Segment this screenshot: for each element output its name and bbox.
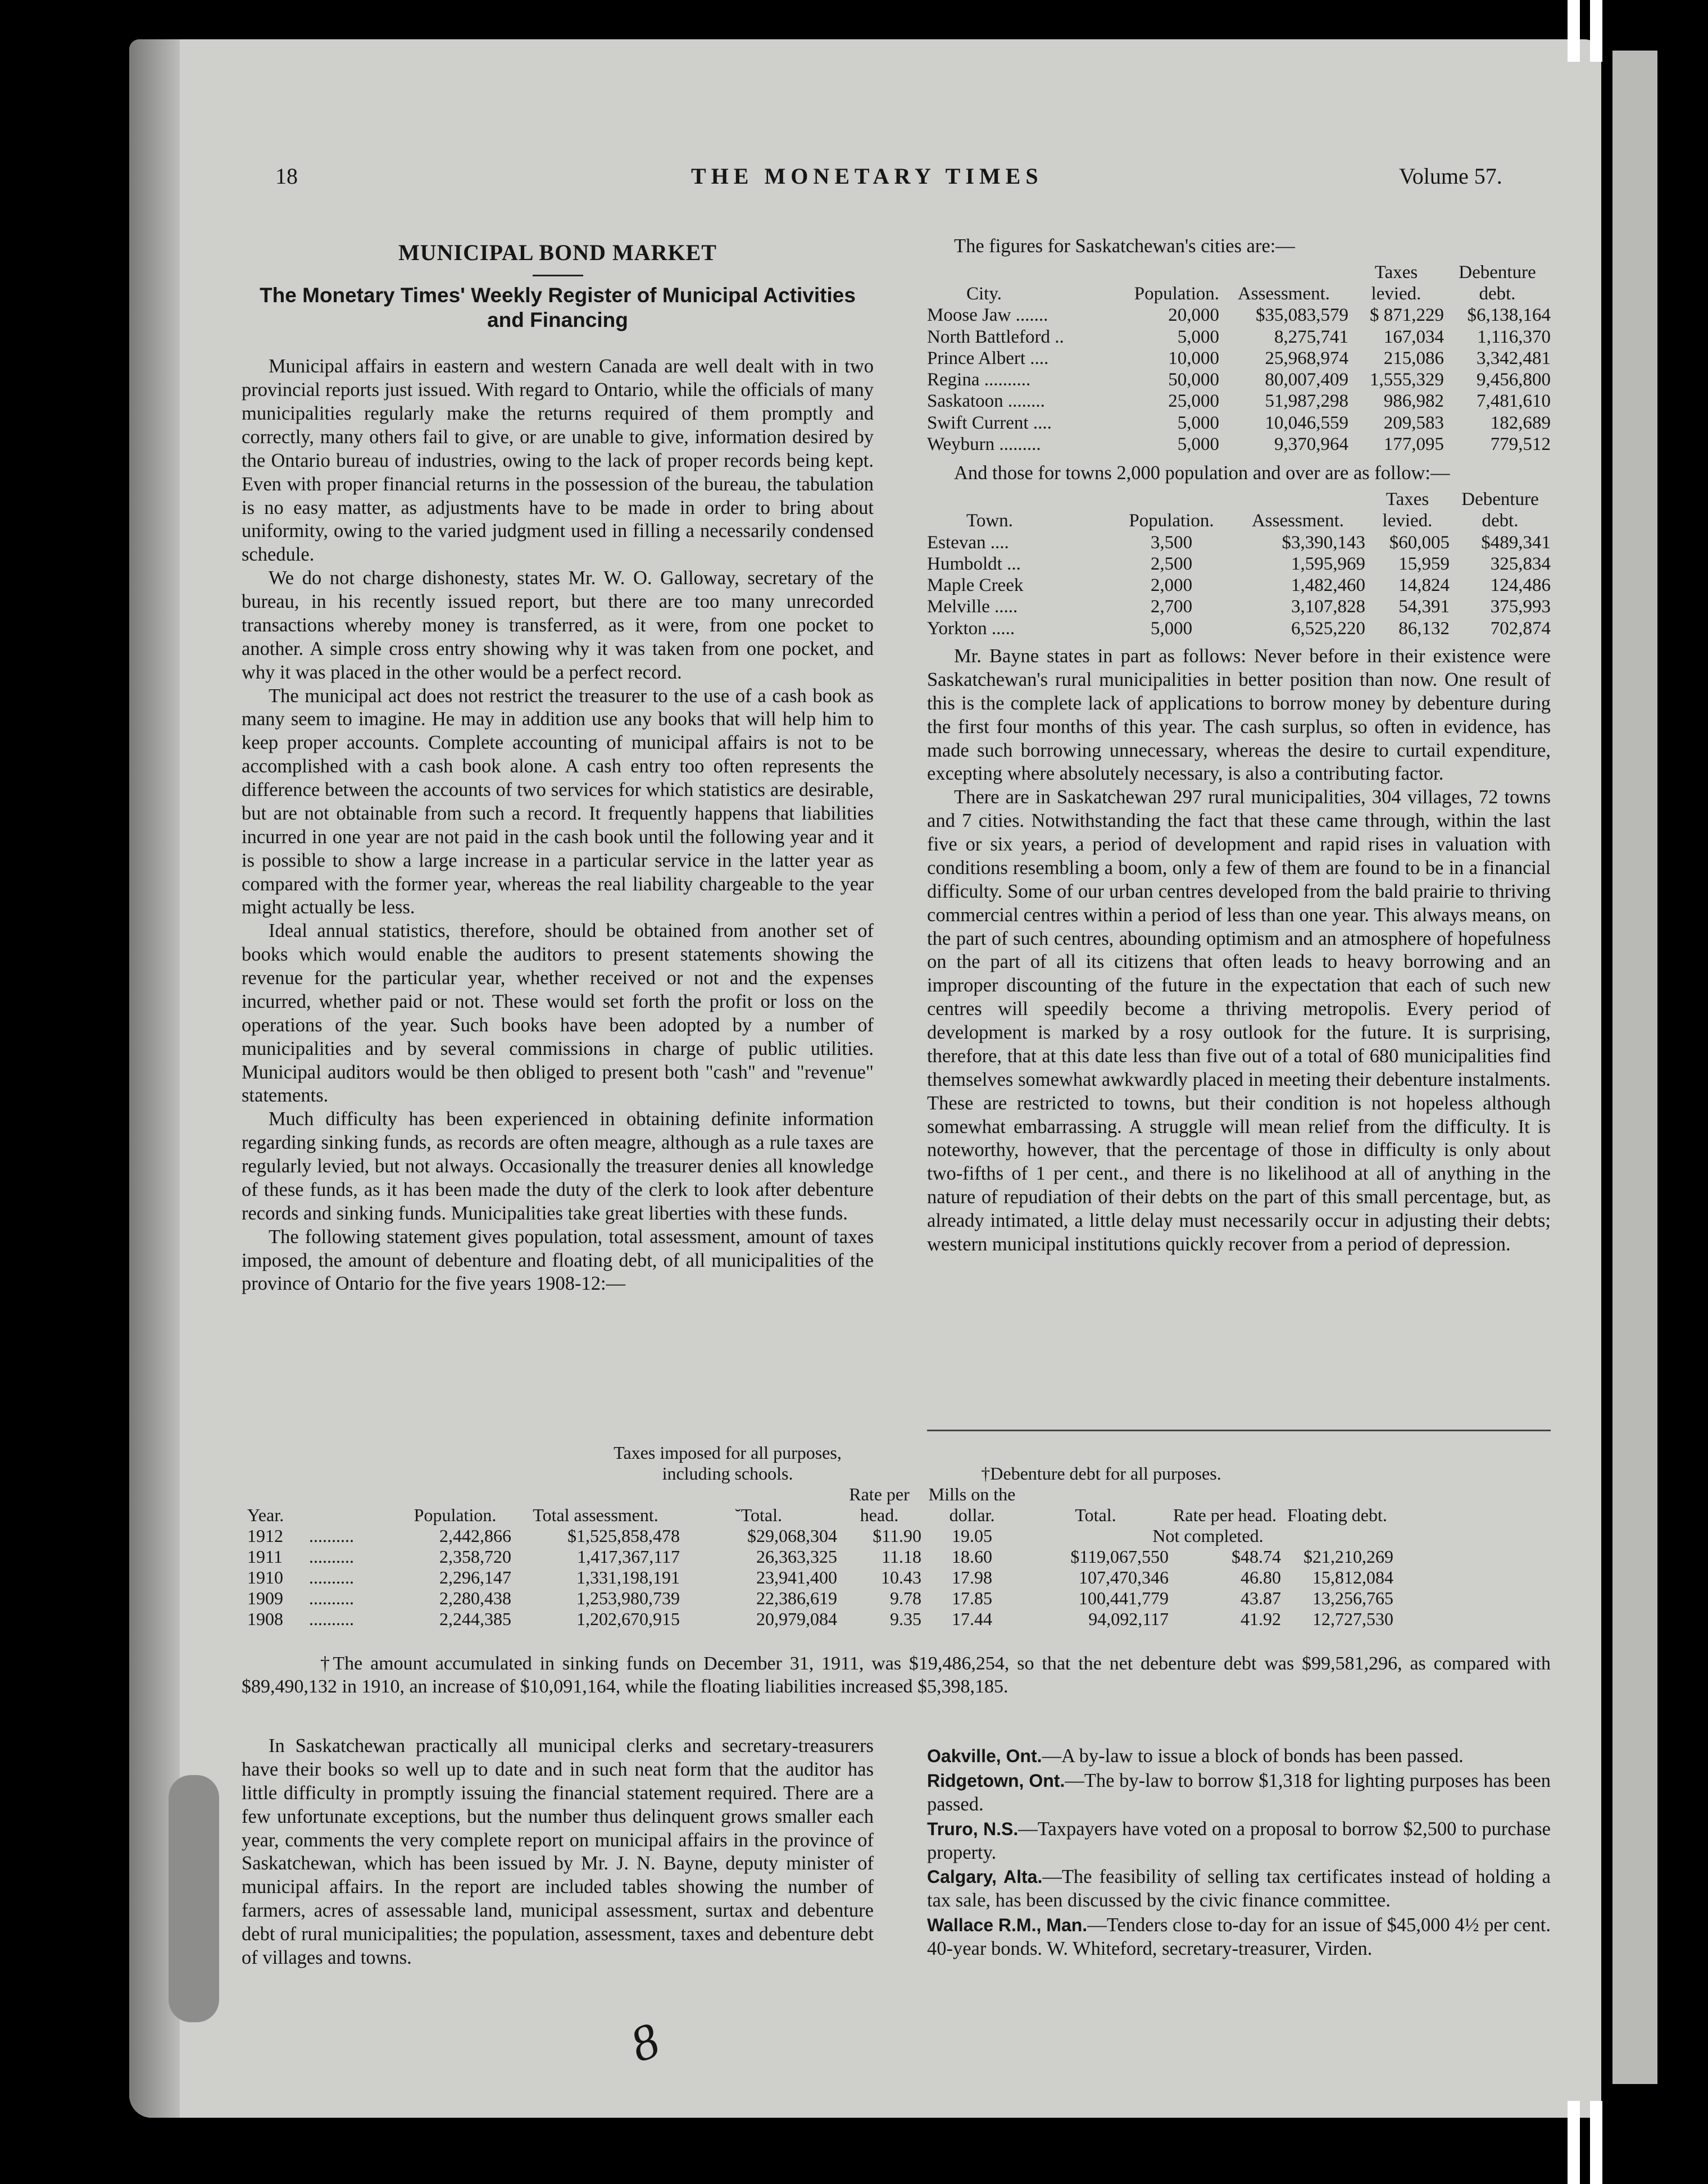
town-taxes: 15,959 bbox=[1398, 553, 1450, 574]
col-header: City. bbox=[966, 284, 1002, 304]
town-population: 3,500 bbox=[1150, 532, 1193, 553]
town-debenture: 325,834 bbox=[1490, 553, 1551, 574]
film-mark bbox=[1590, 2101, 1602, 2184]
paragraph: Much difficulty has been experienced in obtaining definite information regarding sinking funds, as records are often meagre, although as a rule taxes are regularly levied, but not always. Occasionally the treasurer denies all knowledge of these funds, as it has been made the duty of the clerk to look after debenture records and sinking funds. Municipalities take great liberties with these funds. bbox=[242, 1108, 874, 1224]
group-header: †Debenture debt for all purposes. bbox=[981, 1463, 1221, 1484]
notice-text: —The feasibility of selling tax certificates instead of holding a tax sale, has been discussed by the civic finance committee. bbox=[927, 1866, 1551, 1912]
city-assessment: $35,083,579 bbox=[1256, 305, 1348, 326]
row-tax-rate: 9.78 bbox=[890, 1588, 921, 1609]
town-debenture: 124,486 bbox=[1490, 575, 1551, 596]
section-subtitle: The Monetary Times' Weekly Register of Municipal Activities and Financing bbox=[260, 283, 856, 331]
row-mills: 19.05 bbox=[952, 1525, 992, 1546]
group-header: Taxes imposed for all purposes, including schools. bbox=[614, 1443, 842, 1484]
row-leader: .......... bbox=[309, 1546, 354, 1567]
row-assessment: $1,525,858,478 bbox=[567, 1525, 680, 1546]
table-row bbox=[927, 596, 1551, 617]
row-debt-total: 94,092,117 bbox=[1088, 1609, 1169, 1630]
city-name: Saskatoon ........ bbox=[927, 391, 1045, 412]
city-population: 5,000 bbox=[1177, 434, 1219, 454]
city-population: 25,000 bbox=[1168, 391, 1219, 412]
column-rule bbox=[927, 1430, 1551, 1431]
row-tax-rate: 9.35 bbox=[890, 1609, 921, 1630]
col-header: Assessment. bbox=[1237, 284, 1330, 304]
row-floating: 13,256,765 bbox=[1312, 1588, 1393, 1609]
city-assessment: 10,046,559 bbox=[1265, 412, 1348, 433]
notice-place: Truro, N.S. bbox=[927, 1818, 1019, 1839]
table-row bbox=[247, 1546, 1551, 1567]
film-mark bbox=[1568, 0, 1580, 62]
notice-item bbox=[927, 1866, 1551, 1913]
row-year: 1912 bbox=[247, 1525, 283, 1546]
right-column bbox=[927, 235, 1551, 1257]
city-taxes: 1,555,329 bbox=[1370, 370, 1444, 390]
row-mills: 17.98 bbox=[952, 1567, 992, 1588]
title-rule bbox=[533, 275, 583, 276]
film-mark bbox=[1590, 0, 1602, 62]
table-row bbox=[247, 1588, 1551, 1609]
table-row bbox=[927, 304, 1551, 326]
row-debt-rate: 43.87 bbox=[1241, 1588, 1281, 1609]
city-name: Weyburn ......... bbox=[927, 434, 1041, 454]
row-debt-total: 100,441,779 bbox=[1079, 1588, 1169, 1609]
notice-item bbox=[927, 1914, 1551, 1961]
film-mark bbox=[1568, 2101, 1580, 2184]
city-assessment: 80,007,409 bbox=[1265, 370, 1348, 390]
notice-item bbox=[927, 1769, 1551, 1817]
row-population: 2,358,720 bbox=[439, 1546, 511, 1567]
col-header: Mills on the dollar. bbox=[928, 1484, 1016, 1525]
row-assessment: 1,253,980,739 bbox=[576, 1588, 680, 1609]
notice-place: Calgary, Alta. bbox=[927, 1867, 1043, 1887]
town-assessment: 6,525,220 bbox=[1291, 618, 1365, 639]
row-tax-rate: 10.43 bbox=[881, 1567, 921, 1588]
row-year: 1911 bbox=[247, 1546, 283, 1567]
city-name: Regina .......... bbox=[927, 370, 1031, 390]
town-name: Yorkton ..... bbox=[927, 618, 1015, 639]
paragraph: The following statement gives population, total assessment, amount of taxes imposed, the amount of debenture and floating debt, of all municipalities of the province of Ontario for the five years 1908-12:— bbox=[242, 1226, 874, 1295]
next-page-edge bbox=[1612, 51, 1657, 2084]
row-leader: .......... bbox=[309, 1588, 354, 1609]
notice-item bbox=[927, 1745, 1551, 1768]
col-header: Debenture debt. bbox=[1459, 262, 1536, 304]
bottom-left-column bbox=[242, 1735, 874, 1970]
row-not-completed: Not completed. bbox=[1152, 1525, 1264, 1546]
city-assessment: 51,987,298 bbox=[1265, 391, 1348, 412]
table-row bbox=[927, 553, 1551, 575]
row-year: 1908 bbox=[247, 1609, 283, 1630]
notice-place: Ridgetown, Ont. bbox=[927, 1770, 1065, 1791]
row-tax-total: $29,068,304 bbox=[747, 1525, 837, 1546]
table-header-row bbox=[927, 262, 1551, 305]
row-assessment: 1,331,198,191 bbox=[576, 1567, 680, 1588]
town-population: 2,700 bbox=[1150, 597, 1193, 617]
row-floating: 12,727,530 bbox=[1312, 1609, 1393, 1630]
ontario-table bbox=[247, 1443, 1551, 1630]
city-population: 50,000 bbox=[1168, 370, 1219, 390]
table-footnote: †The amount accumulated in sinking funds on December 31, 1911, was $19,486,254, so that the net debenture debt was $99,581,296, as compared with $89,490,132 in 1910, an increase of $10,091,164, while the floating liabilities increased $5,398,185. bbox=[242, 1653, 1551, 1697]
city-population: 20,000 bbox=[1168, 305, 1219, 326]
town-assessment: 1,482,460 bbox=[1291, 575, 1365, 596]
city-taxes: 986,982 bbox=[1383, 391, 1444, 412]
row-floating: $21,210,269 bbox=[1303, 1546, 1393, 1567]
notice-place: Oakville, Ont. bbox=[927, 1746, 1042, 1766]
table-row bbox=[927, 348, 1551, 369]
row-population: 2,244,385 bbox=[439, 1609, 511, 1630]
col-header: Debenture debt. bbox=[1461, 489, 1539, 531]
section-title: MUNICIPAL BOND MARKET bbox=[398, 240, 717, 265]
row-assessment: 1,202,670,915 bbox=[576, 1609, 680, 1630]
notice-item bbox=[927, 1818, 1551, 1865]
col-header: Total assessment. bbox=[533, 1504, 658, 1525]
town-debenture: $489,341 bbox=[1481, 532, 1551, 553]
row-leader: .......... bbox=[309, 1609, 354, 1630]
table-row bbox=[927, 575, 1551, 596]
town-taxes: 86,132 bbox=[1398, 618, 1450, 639]
paragraph: Municipal affairs in eastern and western Canada are well dealt with in two provincial reports just issued. With regard to Ontario, while the officials of many municipalities regularly make the returns required of them promptly and correctly, many others fail to give, or are unable to give, information desired by the Ontario bureau of industries, owing to the lack of proper records being kept. Even with proper financial returns in the possession of the bureau, the tabulation is no easy matter, as adjustments have to be made in order to bring about uniformity, owing to the varied judgment used in filling a necessarily condensed schedule. bbox=[242, 356, 874, 566]
row-year: 1909 bbox=[247, 1588, 283, 1609]
town-assessment: $3,390,143 bbox=[1282, 532, 1365, 553]
city-debenture: 779,512 bbox=[1490, 434, 1551, 454]
city-population: 10,000 bbox=[1168, 348, 1219, 368]
city-assessment: 9,370,964 bbox=[1274, 434, 1348, 454]
city-name: Swift Current .... bbox=[927, 412, 1052, 433]
row-debt-total: $119,067,550 bbox=[1070, 1546, 1169, 1567]
table-row bbox=[247, 1609, 1551, 1630]
row-leader: .......... bbox=[309, 1567, 354, 1588]
city-taxes: 209,583 bbox=[1383, 412, 1444, 433]
notice-text: —The by-law to borrow $1,318 for lighting purposes has been passed. bbox=[927, 1769, 1551, 1815]
town-population: 2,000 bbox=[1150, 575, 1193, 596]
table-row bbox=[247, 1526, 1551, 1546]
cities-intro: The figures for Saskatchewan's cities are:— bbox=[954, 235, 1295, 257]
city-taxes: 167,034 bbox=[1383, 326, 1444, 347]
col-header: Taxes levied. bbox=[1371, 262, 1421, 304]
col-header: Total. bbox=[1075, 1504, 1116, 1525]
notice-text: —Tenders close to-day for an issue of $45,000 4½ per cent. 40-year bonds. W. Whiteford, secretary-treasurer, Virden. bbox=[927, 1914, 1551, 1959]
volume-label: Volume 57. bbox=[1399, 163, 1502, 189]
paragraph: Mr. Bayne states in part as follows: Never before in their existence were Saskatchewan's rural municipalities in better position than now. One result of this is the complete lack of applications to borrow money by debenture during the first four months of this year. The cash surplus, so often in evidence, has made such borrowing unnecessary, whereas the desire to curtail expenditure, excepting where absolutely necessary, is also a contributing factor. bbox=[927, 645, 1551, 785]
ontario-table-block bbox=[247, 1443, 1551, 1630]
row-tax-total: 22,386,619 bbox=[756, 1588, 837, 1609]
table-row bbox=[927, 390, 1551, 412]
town-population: 5,000 bbox=[1150, 618, 1193, 639]
table-row bbox=[927, 532, 1551, 553]
city-debenture: $6,138,164 bbox=[1467, 305, 1551, 326]
row-assessment: 1,417,367,117 bbox=[577, 1546, 680, 1567]
table-row bbox=[927, 412, 1551, 434]
town-name: Humboldt ... bbox=[927, 553, 1021, 574]
city-debenture: 1,116,370 bbox=[1477, 326, 1551, 347]
town-name: Estevan .... bbox=[927, 532, 1009, 553]
table-row bbox=[927, 326, 1551, 348]
row-floating bbox=[1393, 1526, 1551, 1546]
col-header: ˘Total. bbox=[735, 1504, 782, 1525]
paragraph: The municipal act does not restrict the treasurer to the use of a cash book as many seem to imagine. He may in addition use any books that will help him to keep proper accounts. Complete accounting of municipal affairs is not to be accomplished with a cash book alone. A cash entry too often represents the difference between the accounts of two services for which statistics are desirable, but are not obtainable from such a record. It frequently happens that liabilities incurred in one year are not paid in the cash book until the following year and it is possible to show a large increase in a particular service in the latter year as compared with the former year, whereas the real liability chargeable to the year might actually be less. bbox=[242, 685, 874, 918]
towns-intro: And those for towns 2,000 population and over are as follow:— bbox=[954, 462, 1450, 484]
bottom-right-column bbox=[927, 1745, 1551, 1962]
col-header: Rate per head. bbox=[849, 1484, 910, 1525]
town-debenture: 702,874 bbox=[1490, 618, 1551, 639]
row-population: 2,442,866 bbox=[439, 1525, 511, 1546]
town-population: 2,500 bbox=[1150, 553, 1193, 574]
city-name: Prince Albert .... bbox=[927, 348, 1049, 368]
row-mills: 18.60 bbox=[952, 1546, 992, 1567]
row-mills: 17.44 bbox=[952, 1609, 992, 1630]
row-debt-rate: 46.80 bbox=[1241, 1567, 1281, 1588]
city-debenture: 7,481,610 bbox=[1477, 391, 1551, 412]
paragraph: There are in Saskatchewan 297 rural municipalities, 304 villages, 72 towns and 7 cities. Notwithstanding the fact that these came through, within the last five or six years, a period of development and rapid rises in valuation with conditions resembling a boom, only a few of them are found to be in a financial difficulty. Some of our urban centres developed from the bald prairie to thriving commercial centres within a period of less than one year. This always means, on the part of such centres, abounding optimism and an atmosphere of hopefulness on the part of all its citizens that often leads to heavy borrowing and an improper discounting of the future in the expectation that each of such new centres will speedily become a thriving metropolis. Every period of development is marked by a rosy outlook for the future. It is surprising, therefore, that at this date less than five out of a total of 680 municipalities find themselves somewhat awkwardly placed in meeting their debenture instalments. These are restricted to towns, but their condition is not hopeless although somewhat embarrassing. A struggle will mean relief from the difficulty. It is noteworthy, however, that the percentage of those in difficulty is only about two-fifths of 1 per cent., and there is no likelihood at all of anything in the nature of repudiation of their debts on the part of this small percentage, but, as already intimated, a little delay must necessarily occur in adjusting their debts; western municipal institutions quickly recover from a period of depression. bbox=[927, 786, 1551, 1255]
table-row bbox=[247, 1567, 1551, 1588]
row-debt-rate: 41.92 bbox=[1241, 1609, 1281, 1630]
row-tax-total: 20,979,084 bbox=[756, 1609, 837, 1630]
notice-text: —A by-law to issue a block of bonds has been passed. bbox=[1042, 1745, 1464, 1767]
left-column bbox=[242, 235, 874, 1296]
table-row bbox=[927, 434, 1551, 455]
page-number: 18 bbox=[275, 163, 298, 189]
col-header: Assessment. bbox=[1251, 511, 1344, 531]
col-header: Population. bbox=[1134, 284, 1219, 304]
table-row bbox=[927, 369, 1551, 390]
city-name: Moose Jaw ....... bbox=[927, 305, 1048, 326]
city-debenture: 9,456,800 bbox=[1477, 370, 1551, 390]
city-taxes: 215,086 bbox=[1383, 348, 1444, 368]
thumb-shadow bbox=[169, 1775, 219, 2022]
town-assessment: 1,595,969 bbox=[1291, 553, 1365, 574]
city-name: North Battleford .. bbox=[927, 326, 1064, 347]
paragraph: Ideal annual statistics, therefore, should be obtained from another set of books which would enable the auditors to present statements showing the revenue for the particular year, whether received or not and the expenses incurred, whether paid or not. These would set forth the profit or loss on the operations of the year. Such books have been adopted by a number of municipalities and by several commissions in charge of public utilities. Municipal auditors would be then obliged to present both "cash" and "revenue" statements. bbox=[242, 920, 874, 1107]
col-header: Population. bbox=[414, 1504, 497, 1525]
town-name: Maple Creek bbox=[927, 575, 1024, 596]
col-header: Population. bbox=[1129, 511, 1214, 531]
col-header: Taxes levied. bbox=[1382, 489, 1433, 531]
row-debt-total: 107,470,346 bbox=[1079, 1567, 1169, 1588]
col-header: Floating debt. bbox=[1287, 1504, 1387, 1525]
row-tax-total: 26,363,325 bbox=[756, 1546, 837, 1567]
row-tax-rate: 11.18 bbox=[882, 1546, 921, 1567]
cities-table bbox=[927, 262, 1551, 455]
city-assessment: 25,968,974 bbox=[1265, 348, 1348, 368]
row-tax-total: 23,941,400 bbox=[756, 1567, 837, 1588]
row-year: 1910 bbox=[247, 1567, 283, 1588]
town-taxes: 54,391 bbox=[1398, 597, 1450, 617]
col-header: Town. bbox=[966, 511, 1013, 531]
city-assessment: 8,275,741 bbox=[1274, 326, 1348, 347]
row-floating: 15,812,084 bbox=[1312, 1567, 1393, 1588]
table-row bbox=[927, 618, 1551, 639]
city-debenture: 3,342,481 bbox=[1477, 348, 1551, 368]
town-debenture: 375,993 bbox=[1490, 597, 1551, 617]
town-name: Melville ..... bbox=[927, 597, 1018, 617]
city-population: 5,000 bbox=[1177, 326, 1219, 347]
town-taxes: 14,824 bbox=[1398, 575, 1450, 596]
paragraph: In Saskatchewan practically all municipal clerks and secretary-treasurers have their books so well up to date and in such neat form that the auditor has little difficulty in promptly issuing the financial statement required. There are a few unfortunate exceptions, but the number thus delinquent grows smaller each year, comments the very complete report on municipal affairs in the province of Saskatchewan, which has been issued by Mr. J. N. Bayne, deputy minister of municipal affairs. In the report are included tables showing the number of farmers, acres of assessable land, municipal assessment, surtax and debenture debt of rural municipalities; the population, assessment, taxes and debenture debt of villages and towns. bbox=[242, 1735, 874, 1968]
table-header-row bbox=[927, 489, 1551, 532]
row-leader: .......... bbox=[309, 1525, 354, 1546]
paragraph: We do not charge dishonesty, states Mr. W. O. Galloway, secretary of the bureau, in his recently issued report, but there are too many unrecorded transactions whereby money is transferred, as it were, from one pocket to another. A simple cross entry showing why it was taken from one pocket, and why it was placed in the other would be a perfect record. bbox=[242, 567, 874, 683]
col-header: Year. bbox=[247, 1504, 284, 1525]
col-header: Rate per head. bbox=[1173, 1504, 1277, 1525]
row-tax-rate: $11.90 bbox=[873, 1525, 921, 1546]
table-header-row bbox=[247, 1484, 1551, 1526]
city-debenture: 182,689 bbox=[1490, 412, 1551, 433]
notice-text: —Taxpayers have voted on a proposal to borrow $2,500 to purchase property. bbox=[927, 1818, 1551, 1863]
town-taxes: $60,005 bbox=[1389, 532, 1450, 553]
masthead: THE MONETARY TIMES bbox=[691, 163, 1043, 189]
row-population: 2,280,438 bbox=[439, 1588, 511, 1609]
handwritten-mark: 8 bbox=[623, 2012, 666, 2073]
row-debt-rate: $48.74 bbox=[1232, 1546, 1281, 1567]
city-population: 5,000 bbox=[1177, 412, 1219, 433]
row-population: 2,296,147 bbox=[439, 1567, 511, 1588]
city-taxes: 177,095 bbox=[1383, 434, 1444, 454]
towns-table bbox=[927, 489, 1551, 639]
city-taxes: $ 871,229 bbox=[1370, 305, 1444, 326]
town-assessment: 3,107,828 bbox=[1291, 597, 1365, 617]
notice-place: Wallace R.M., Man. bbox=[927, 1915, 1088, 1936]
group-header-row bbox=[247, 1443, 1551, 1484]
row-mills: 17.85 bbox=[952, 1588, 992, 1609]
